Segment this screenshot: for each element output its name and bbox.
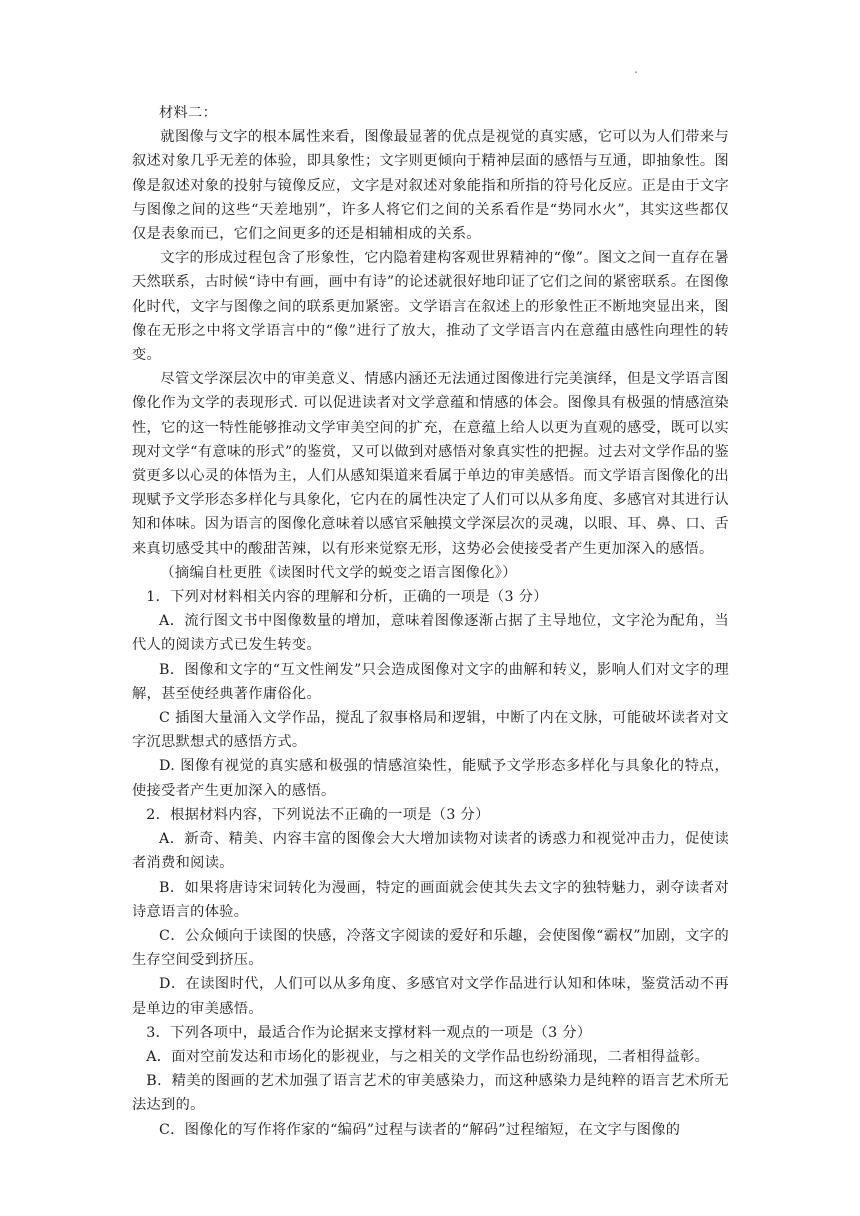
question-option: B．精美的图画的艺术加强了语言艺术的审美感染力，而这种感染力是纯粹的语言艺术所无法达到的。 [132,1073,729,1114]
paragraph: 就图像与文字的根本属性来看，图像最显著的优点是视觉的真实感，它可以为人们带来与叙述对象几乎无差的体验，即具象性；文字则更倾向于精神层面的感悟与互通，即抽象性。图像是叙述对象的投射与镜像反应，文字是对叙述对象能指和所指的符号化反应。正是由于文字与图像之间的这些“天差地别”，许多人将它们之间的关系看作是“势同水火”，其实这些都仅仅是表象而已，它们之间更多的还是相辅相成的关系。 [132,129,729,243]
question-option: D. 图像有视觉的真实感和极强的情感渲染性，能赋予文学形态多样化与具象化的特点，使接受者产生更加深入的感悟。 [132,758,729,799]
question-option: D．在读图时代，人们可以从多角度、多感官对文学作品进行认知和体味，鉴赏活动不再是单边的审美感悟。 [132,976,729,1017]
document-body [132,101,729,1142]
question-option: A．流行图文书中图像数量的增加，意味着图像逐渐占据了主导地位，文字沦为配角，当代人的阅读方式已发生转变。 [132,613,729,654]
question-option: B．图像和文字的“互文性阐发”只会造成图像对文字的曲解和转义，影响人们对文字的理解，甚至使经典著作庸俗化。 [132,661,729,702]
question-option: A．面对空前发达和市场化的影视业，与之相关的文学作品也纷纷涌现，二者相得益彰。 [146,1048,710,1065]
question-option: C．图像化的写作将作家的“编码”过程与读者的“解码”过程缩短，在文字与图像的 [158,1121,681,1138]
header-mark: . [634,62,638,76]
material-title: 材料二： [158,105,218,121]
paragraph: 文字的形成过程包含了形象性，它内隐着建构客观世界精神的“像”。图文之间一直存在暑天然联系，古时候“诗中有画，画中有诗”的论述就很好地印证了它们之间的紧密联系。在图像化时代，文字与图像之间的联系更加紧密。文学语言在叙述上的形象性正不断地突显出来，图像在无形之中将文学语言中的“像”进行了放大，推动了文学语言内在意蕴由感性向理性的转变。 [132,250,729,364]
question-option: A．新奇、精美、内容丰富的图像会大大增加读物对读者的诱惑力和视觉冲击力，促使读者消费和阅读。 [132,831,729,872]
question-option: C 插图大量涌入文学作品，搅乱了叙事格局和逻辑，中断了内在文脉，可能破坏读者对文字沉思默想式的感悟方式。 [132,710,729,751]
question-option: C．公众倾向于读图的快感，冷落文字阅读的爱好和乐趣，会使图像“霸权”加剧，文字的生存空间受到挤压。 [132,927,729,969]
question-stem: 3．下列各项中，最适合作为论据来支撑材料一观点的一项是（3 分） [146,1024,592,1041]
question-stem: 1．下列对材料相关内容的理解和分析，正确的一项是（3 分） [146,589,548,606]
question-option: B．如果将唐诗宋词转化为漫画，特定的画面就会使其失去文字的独特魅力，剥夺读者对诗意语言的体验。 [132,879,729,920]
question-stem: 2．根据材料内容，下列说法不正确的一项是（3 分） [146,806,490,823]
paragraph: 尽管文学深层次中的审美意义、情感内涵还无法通过图像进行完美演绎，但是文学语言图像化作为文学的表现形式. 可以促进读者对文学意蕴和情感的体会。图像具有极强的情感渲染性，它的这一特性能够推动文学审美空间的扩充，在意蕴上给人以更为直观的感受，既可以实现对文学“有意味的形式”的鉴赏，又可以做到对感悟对象真实性的把握。过去对文学作品的鉴赏更多以心灵的体悟为主，人们从感知渠道来看属于单边的审美感悟。而文学语言图像化的出现赋予文学形态多样化与具象化，它内在的属性决定了人们可以从多角度、多感官对其进行认知和体味。因为语言的图像化意味着以感官采触摸文学深层次的灵魂，以眼、耳、鼻、口、舌来真切感受其中的酸甜苦辣，以有形来觉察无形，这势必会使接受者产生更加深入的感悟。 [132,371,729,557]
source-citation: （摘编自杜更胜《读图时代文学的蜕变之语言图像化》） [160,564,517,581]
